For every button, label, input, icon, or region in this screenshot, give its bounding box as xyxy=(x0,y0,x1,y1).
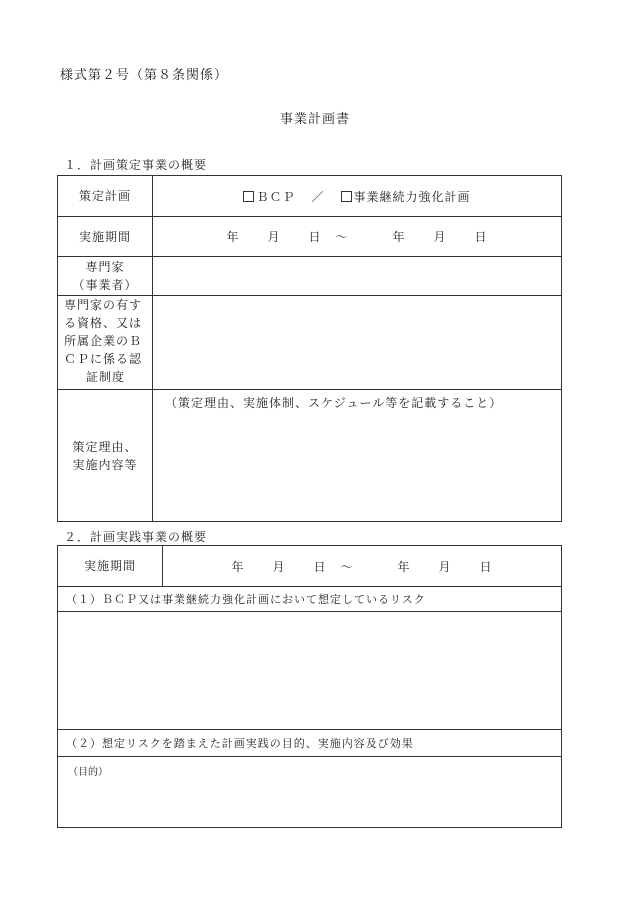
section2-heading: ２．計画実践事業の概要 xyxy=(64,530,208,544)
end-year-unit: 年 xyxy=(392,230,406,244)
period-date-range xyxy=(226,228,487,245)
end-month-unit: 月 xyxy=(438,559,452,574)
purpose-note: （目的） xyxy=(68,767,108,778)
reason-label-line1: 策定理由、 xyxy=(72,439,138,454)
practice-period-label: 実施期間 xyxy=(83,559,136,573)
qualification-label-line: ＣＰに係る認 xyxy=(64,352,143,366)
plan-options xyxy=(153,176,561,216)
reason-instruction: （策定理由、実施体制、スケジュール等を記載すること） xyxy=(165,396,503,410)
range-tilde: ～ xyxy=(335,230,349,244)
expert-field[interactable] xyxy=(153,257,561,295)
section1-heading: １．計画策定事業の概要 xyxy=(64,158,208,172)
qualification-field[interactable] xyxy=(153,296,561,389)
end-month-unit: 月 xyxy=(433,230,447,244)
bcp-checkbox[interactable] xyxy=(243,191,254,202)
period-field[interactable] xyxy=(153,217,561,256)
qualification-label-line: 所属企業のＢ xyxy=(64,334,143,348)
expert-label xyxy=(58,257,152,295)
qualification-label-line: 証制度 xyxy=(86,370,126,384)
document-title: 事業計画書 xyxy=(279,112,350,127)
section2-table xyxy=(57,545,562,828)
resilience-plan-checkbox[interactable] xyxy=(341,191,352,202)
expert-label-line1: 専門家 xyxy=(85,260,125,274)
qualification-label xyxy=(58,296,152,389)
reason-field[interactable] xyxy=(153,416,561,521)
purpose-heading: （２）想定リスクを踏まえた計画実践の目的、実施内容及び効果 xyxy=(66,737,414,750)
practice-period-date-range xyxy=(231,558,492,575)
reason-label xyxy=(58,390,152,521)
range-tilde: ～ xyxy=(340,559,354,574)
start-year-unit: 年 xyxy=(231,559,245,574)
qualification-label-line: 専門家の有す xyxy=(64,298,143,312)
start-year-unit: 年 xyxy=(226,230,240,244)
reason-label-line2: 実施内容等 xyxy=(72,457,138,472)
purpose-field[interactable] xyxy=(58,778,561,827)
plan-label: 策定計画 xyxy=(78,189,131,203)
risk-field[interactable] xyxy=(58,612,561,729)
resilience-plan-option-label: 事業継続力強化計画 xyxy=(353,189,471,204)
start-day-unit: 日 xyxy=(308,230,322,244)
bcp-option-label: ＢＣＰ xyxy=(256,189,296,204)
start-month-unit: 月 xyxy=(267,230,281,244)
plan-separator: ／ xyxy=(311,189,325,204)
risk-heading: （１）ＢＣＰ又は事業継続力強化計画において想定しているリスク xyxy=(66,593,426,606)
period-label: 実施期間 xyxy=(78,229,131,244)
end-day-unit: 日 xyxy=(474,230,488,244)
start-day-unit: 日 xyxy=(313,559,327,574)
qualification-label-line: る資格、又は xyxy=(64,316,143,330)
row-divider xyxy=(58,756,561,757)
practice-period-field[interactable] xyxy=(163,546,561,586)
section1-table xyxy=(57,175,562,522)
form-number: 様式第２号（第８条関係） xyxy=(60,68,229,83)
start-month-unit: 月 xyxy=(272,559,286,574)
expert-label-line2: （事業者） xyxy=(72,278,138,292)
end-year-unit: 年 xyxy=(397,559,411,574)
end-day-unit: 日 xyxy=(479,559,493,574)
